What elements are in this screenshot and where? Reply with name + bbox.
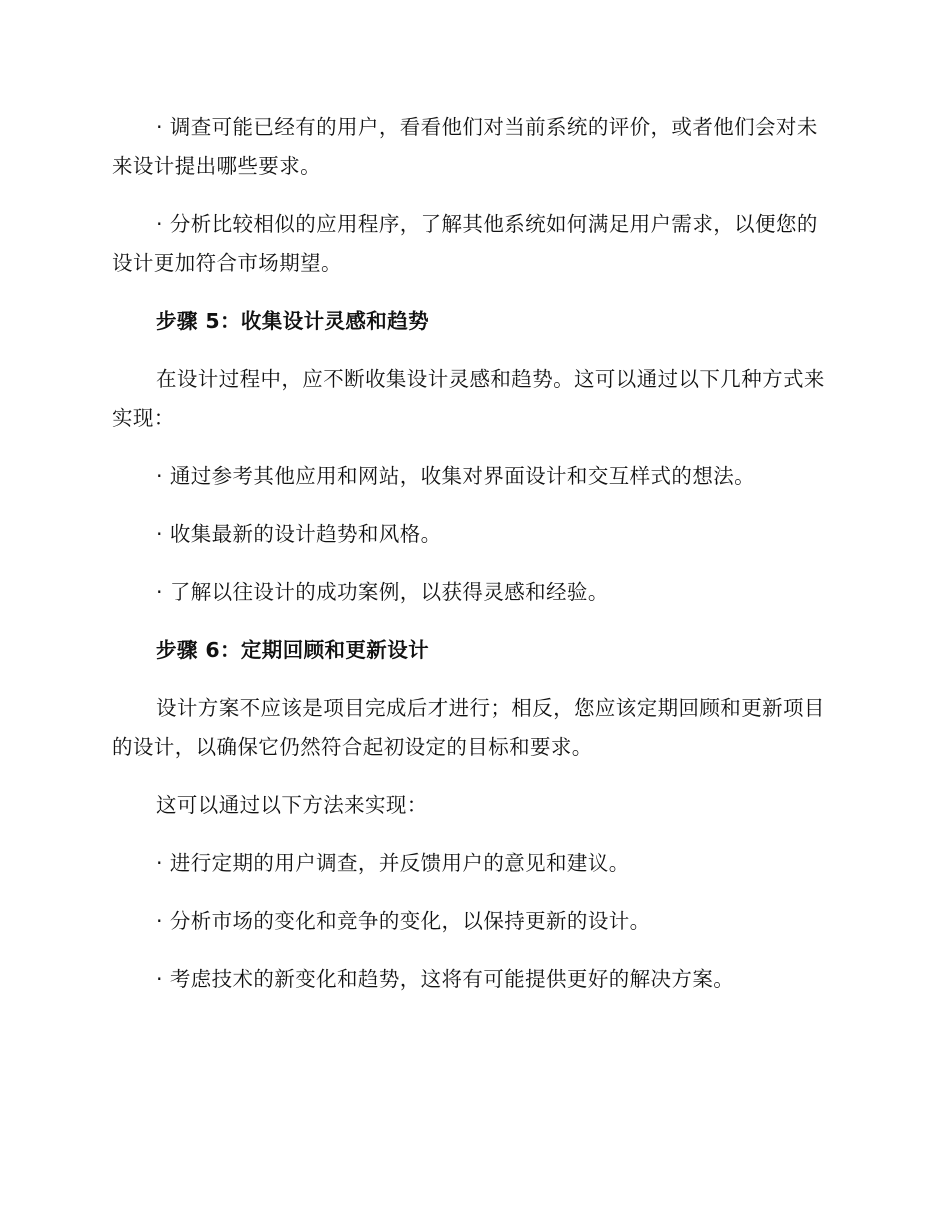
body-paragraph: 这可以通过以下方法来实现： xyxy=(156,793,428,817)
section-heading-step-5: 步骤 5：收集设计灵感和趋势 xyxy=(156,309,430,333)
bullet-paragraph: · 进行定期的用户调查，并反馈用户的意见和建议。 xyxy=(156,851,630,875)
bullet-paragraph: · 考虑技术的新变化和趋势，这将有可能提供更好的解决方案。 xyxy=(156,967,735,991)
body-paragraph: 在设计过程中，应不断收集设计灵感和趋势。这可以通过以下几种方式来实现： xyxy=(112,367,825,430)
bullet-paragraph: · 调查可能已经有的用户，看看他们对当前系统的评价，或者他们会对未来设计提出哪些要求。 xyxy=(112,115,818,178)
bullet-paragraph: · 通过参考其他应用和网站，收集对界面设计和交互样式的想法。 xyxy=(156,464,756,488)
bullet-paragraph: · 分析市场的变化和竞争的变化，以保持更新的设计。 xyxy=(156,909,651,933)
bullet-paragraph: · 分析比较相似的应用程序，了解其他系统如何满足用户需求，以便您的设计更加符合市场期望。 xyxy=(112,212,818,275)
bullet-paragraph: · 了解以往设计的成功案例，以获得灵感和经验。 xyxy=(156,580,609,604)
bullet-paragraph: · 收集最新的设计趋势和风格。 xyxy=(156,522,442,546)
body-paragraph: 设计方案不应该是项目完成后才进行；相反，您应该定期回顾和更新项目的设计，以确保它仍然符合起初设定的目标和要求。 xyxy=(112,696,825,759)
section-heading-step-6: 步骤 6：定期回顾和更新设计 xyxy=(156,638,430,662)
